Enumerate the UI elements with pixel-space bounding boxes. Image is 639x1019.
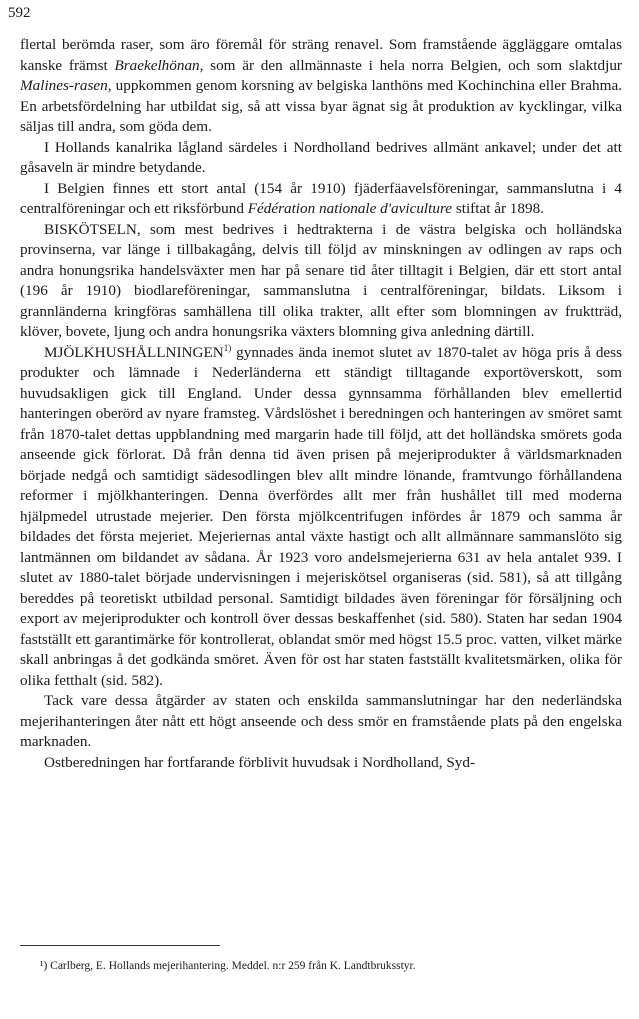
italic-term: Fédération nationale d'aviculture (247, 200, 453, 217)
paragraph-dairy-reputation (20, 691, 622, 753)
page-number: 592 (8, 5, 31, 21)
text-run: BISKÖTSELN, som mest bedrives i hedtrakterna i de västra belgiska och holländska provinserna, var länge i tillbakagång, delvis till följd av minskningen av odlingen av raps och andra honungsrika handelsväxter men har på senare tid åter tilltagit i Belgien, där ett stort antal (196 år 1910) biodlareföreningar, sammanslutna i centralföreningar, bildats. Liksom i grannländerna kringföras samhällena till olika trakter, allt efter som blomningen av fruktträd, klöver, bovete, ljung och andra honungsrika växters blomning giva anledning därtill. (20, 220, 622, 340)
text-run: I Hollands kanalrika lågland särdeles i Nordholland bedrives allmänt ankavel; under det att gåsaveln är mindre betydande. (20, 138, 622, 176)
text-run: gynnades ända inemot slutet av 1870-talet av höga pris å dess produkter och lämnade i Nederländerna ett ständigt tilltagande exportöverskott, som huvudsakligen gick till England. Under dessa gynnsamma förhållanden blev emellertid hanteringen oberörd av nyare framsteg. Vårdslöshet i beredningen och hanteringen av smöret samt från 1870-talet dettas uppblandning med margarin hade till följd, att det holländska smörets goda anseende gick förlorat. Då från denna tid även prisen på mejeriprodukter å världsmarknaden började nedgå och samtidigt sädesodlingen blev allt mindre lönande, framtvungo förhållandena reformer i mjölkhanteringen. Denna överfördes allt mer från hushållet till med moderna hjälpmedel utrustade mejerier. Den första mjölkcentrifugen infördes år 1879 och samma år bildades det första mejeriet. Mejeriernas antal växte hastigt och allt allmännare sammanslöto sig lantmännen om bildandet av sådana. År 1923 voro andelsmejerierna 631 av hela antalet 939. I slutet av 1880-talet började undervisningen i mejeriskötsel organiseras (sid. 581), så att tillgång bereddes på teoretiskt utbildad personal. Samtidigt bildades även föreningar för försäljning och export av mejeriprodukter och kontroll över dessas beskaffenhet (sid. 580). Staten har sedan 1904 fastställt ett garantimärke för kontrollerat, oblandat smör med högst 15.5 proc. vatten, vilket märke skall anbringas å det godkända smöret. Även för ost har staten fastställt kvalitetsmärken, olika för olika fetthalt (sid. 582). (20, 343, 622, 689)
text-run: Ostberedningen har fortfarande förblivit huvudsak i Nordholland, Syd- (44, 753, 476, 771)
paragraph-poultry-breeds (20, 35, 622, 138)
footnote-divider (20, 945, 220, 946)
text-run: som är den allmännaste i hela norra Belgien, och som slaktdjur (203, 56, 622, 74)
text-run: Tack vare dessa åtgärder av staten och enskilda sammanslutningar har den nederländska mejerihanteringen åter nått ett högt anseende och dess smör en framstående plats på den engelska marknaden. (20, 692, 622, 750)
text-run: I Belgien finnes ett stort antal (154 år 1910) fjäderfäavelsföreningar, sammanslutna i 4 centralföreningar och ett riksförbund (20, 179, 622, 217)
paragraph-duck-breeding (20, 138, 622, 179)
italic-term: Malines-rasen, (20, 77, 112, 94)
italic-term: Braekelhönan, (114, 56, 204, 74)
text-run: stiftat år 1898. (452, 200, 544, 217)
text-run: MJÖLKHUSHÅLLNINGEN (44, 343, 224, 361)
paragraph-poultry-associations (20, 179, 622, 220)
paragraph-cheese-making (20, 753, 622, 774)
paragraph-beekeeping (20, 220, 622, 343)
footnote: ¹) Carlberg, E. Hollands mejerihantering. Meddel. n:r 259 från K. Landtbruksstyr. (40, 960, 416, 972)
text-run: flertal berömda raser, som äro föremål för sträng renavel. Som framstående äggläggare omtalas kanske främst (20, 36, 622, 74)
text-run: uppkommen genom korsning av belgiska lanthöns med Kochinchina eller Brahma. En arbetsfördelning har utbildat sig, så att vissa byar ägnat sig åt produktion av kycklingar, vilka säljas till andra, som göda dem. (20, 77, 622, 135)
body-text (20, 35, 622, 773)
footnote-marker: 1) (223, 342, 232, 353)
paragraph-dairy (20, 343, 622, 692)
